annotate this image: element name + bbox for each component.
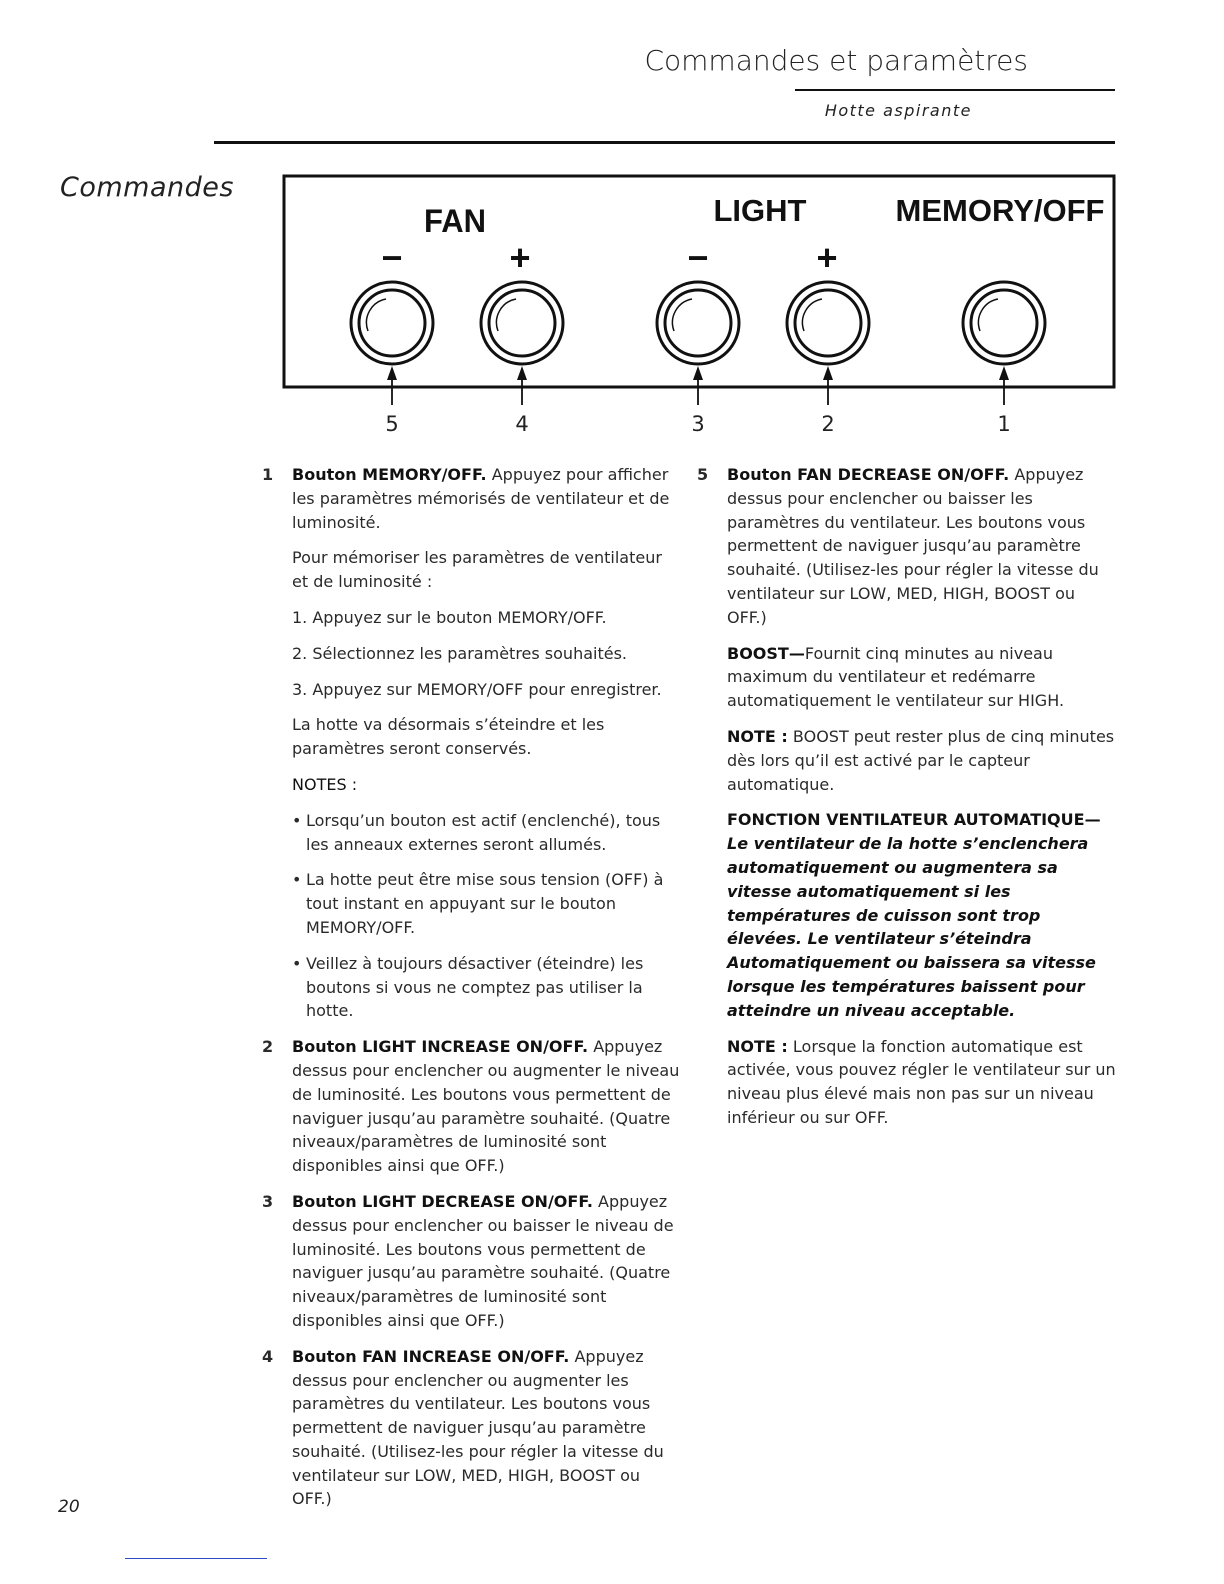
item-light-increase: [262, 1035, 682, 1178]
memorize-intro: Pour mémoriser les paramètres de ventilateur et de luminosité :: [292, 548, 662, 592]
item-title: Bouton LIGHT DECREASE ON/OFF.: [292, 1191, 593, 1211]
button-fan-increase[interactable]: [481, 282, 563, 364]
item-number: 4: [262, 1346, 274, 1366]
light-minus-sign: −: [687, 237, 709, 278]
note-bullet: • Veillez à toujours désactiver (éteindre) les boutons si vous ne comptez pas utiliser la hotte.: [292, 952, 682, 1023]
item-text: Appuyez pour afficher les paramètres mémorisés de ventilateur et de luminosité.: [292, 465, 670, 532]
note-text: Lorsque la fonction automatique est activée, vous pouvez régler le ventilateur sur un niveau plus élevé mais non pas sur un niveau inférieur ou sur OFF.: [727, 1036, 1116, 1127]
item-number: 2: [262, 1037, 274, 1057]
boost-label: BOOST—: [727, 643, 805, 663]
footer-link-line: [125, 1558, 267, 1559]
fan-minus-sign: −: [381, 237, 403, 278]
button-light-decrease[interactable]: [657, 282, 739, 364]
item-title: Bouton LIGHT INCREASE ON/OFF.: [292, 1037, 589, 1057]
section-title: Commandes: [60, 172, 234, 203]
item-title: Bouton FAN DECREASE ON/OFF.: [727, 465, 1010, 484]
step-1: 1. Appuyez sur le bouton MEMORY/OFF.: [292, 607, 607, 627]
boost-text: Fournit cinq minutes au niveau maximum du ventilateur et redémarre automatiquement le ventilateur sur HIGH.: [727, 643, 1065, 711]
item-fan-decrease: [697, 463, 1117, 1130]
button-memory-off[interactable]: [963, 282, 1045, 364]
auto-fan-label: FONCTION VENTILATEUR AUTOMATIQUE—: [727, 810, 1101, 830]
callout-2: 2: [821, 412, 835, 436]
note-label: NOTE :: [727, 1036, 788, 1056]
item-number: 3: [262, 1191, 274, 1211]
light-plus-sign: +: [816, 237, 838, 278]
button-fan-decrease[interactable]: [351, 282, 433, 364]
note-bullet: • La hotte peut être mise sous tension (OFF) à tout instant en appuyant sur le bouton MEMORY/OFF.: [292, 868, 682, 939]
control-panel-diagram: [0, 0, 1224, 440]
callout-4: 4: [515, 412, 529, 436]
callout-1: 1: [997, 412, 1011, 436]
item-text: Appuyez dessus pour enclencher ou baisser les paramètres du ventilateur. Les boutons vous permettent de naviguer jusqu’au paramètre souhaité. (Utilisez-les pour régler la vitesse du ventilateur sur LOW, MED, HIGH, BOOST ou OFF.): [727, 465, 1099, 627]
label-light: LIGHT: [713, 193, 807, 228]
note-label: NOTE :: [727, 726, 788, 746]
item-memory-off: [262, 463, 682, 1023]
label-fan: FAN: [424, 202, 486, 240]
item-title: Bouton MEMORY/OFF.: [292, 465, 487, 484]
item-fan-increase: [262, 1345, 682, 1512]
memorize-outcome: La hotte va désormais s’éteindre et les paramètres seront conservés.: [292, 715, 605, 759]
item-number: 1: [262, 465, 274, 484]
note-text: BOOST peut rester plus de cinq minutes dès lors qu’il est activé par le capteur automatique.: [727, 726, 1115, 794]
page-header-title: Commandes et paramètres: [644, 44, 1028, 77]
auto-fan-text: Le ventilateur de la hotte s’enclenchera automatiquement ou augmentera sa vitesse automatiquement si les températures de cuisson sont trop élevées. Le ventilateur s’éteindra Automatiquement ou baissera sa vitesse lorsque les températures baissent pour atteindre un niveau acceptable.: [727, 834, 1096, 1020]
right-column: [697, 463, 1117, 1142]
step-3: 3. Appuyez sur MEMORY/OFF pour enregistrer.: [292, 679, 662, 699]
item-light-decrease: [262, 1190, 682, 1333]
note-bullet: • Lorsqu’un bouton est actif (enclenché), tous les anneaux externes seront allumés.: [292, 809, 682, 857]
fan-plus-sign: +: [509, 237, 531, 278]
item-text: Appuyez dessus pour enclencher ou baisser le niveau de luminosité. Les boutons vous permettent de naviguer jusqu’au paramètre souhaité. (Quatre niveaux/paramètres de luminosité sont disponibles ainsi que OFF.): [292, 1191, 674, 1330]
item-text: Appuyez dessus pour enclencher ou augmenter le niveau de luminosité. Les boutons vous permettent de naviguer jusqu’au paramètre souhaité. (Quatre niveaux/paramètres de luminosité sont disponibles ainsi que OFF.): [292, 1037, 680, 1176]
item-title: Bouton FAN INCREASE ON/OFF.: [292, 1346, 570, 1366]
page-number: 20: [58, 1497, 80, 1517]
callout-5: 5: [385, 412, 399, 436]
notes-label: NOTES :: [292, 774, 358, 794]
step-2: 2. Sélectionnez les paramètres souhaités.: [292, 643, 627, 663]
item-number: 5: [697, 465, 709, 484]
left-column: [262, 463, 682, 1523]
label-memory-off: MEMORY/OFF: [895, 193, 1105, 228]
button-light-increase[interactable]: [787, 282, 869, 364]
page-header-subtitle: Hotte aspirante: [824, 101, 972, 120]
item-text: Appuyez dessus pour enclencher ou augmenter les paramètres du ventilateur. Les boutons vous permettent de naviguer jusqu’au paramètre souhaité. (Utilisez-les pour régler la vitesse du ventilateur sur LOW, MED, HIGH, BOOST ou OFF.): [292, 1346, 664, 1509]
callout-3: 3: [691, 412, 705, 436]
